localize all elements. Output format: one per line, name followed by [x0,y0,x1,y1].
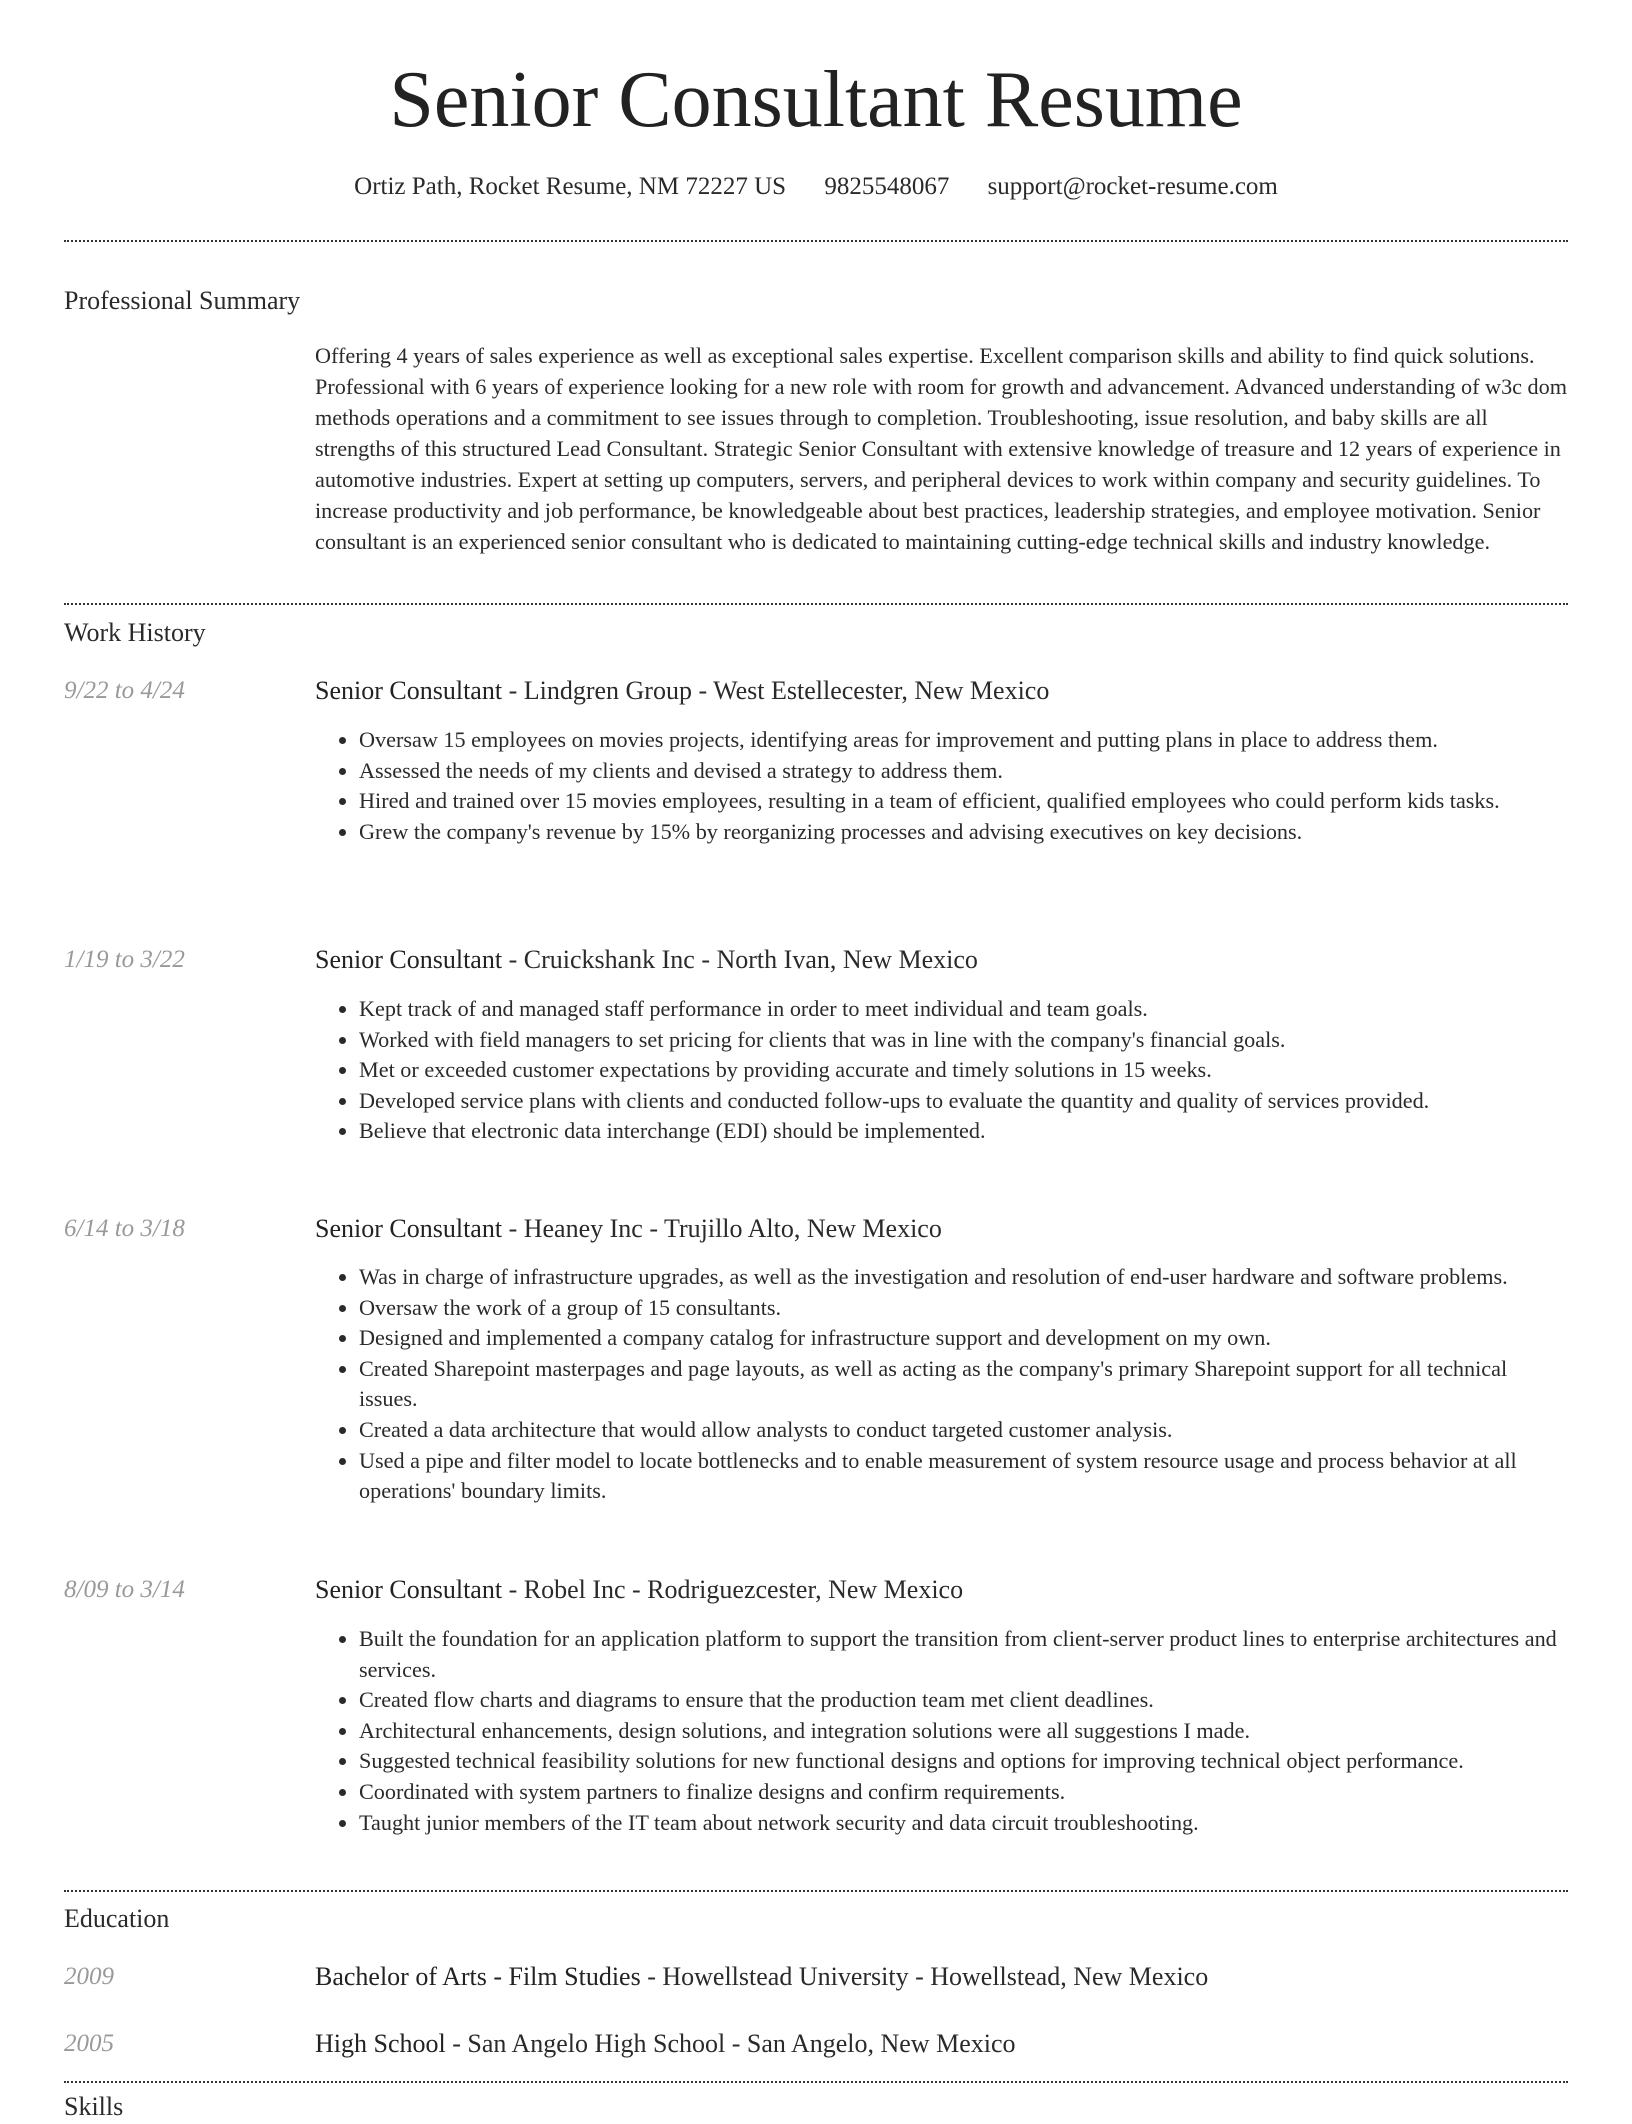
education-degree: Bachelor of Arts - Film Studies [315,1962,641,1991]
list-item: • Assessed the needs of my clients and devised a strategy to address them. [359,756,1568,787]
contact-email: support@rocket-resume.com [987,173,1278,200]
list-item: • Was in charge of infrastructure upgrades, as well as the investigation and resolution of end-user hardware and software problems. [359,1262,1568,1293]
education-school: - Howellstead University - Howellstead, New Mexico [640,1962,1209,1991]
list-item: • Met or exceeded customer expectations by providing accurate and timely solutions in 15 weeks. [359,1055,1568,1086]
education-entry [315,1960,1568,1994]
job-dates: 9/22 to 4/24 [64,677,185,704]
job-role: Senior Consultant [315,945,503,974]
job-role: Senior Consultant [315,1575,503,1604]
list-item: • Suggested technical feasibility solutions for new functional designs and options for improving technical object performance. [359,1746,1568,1777]
list-item: • Architectural enhancements, design solutions, and integration solutions were all suggestions I made. [359,1716,1568,1747]
list-item: • Believe that electronic data interchange (EDI) should be implemented. [359,1116,1568,1147]
list-item: • Designed and implemented a company catalog for infrastructure support and development on my own. [359,1323,1568,1354]
job-title [315,943,1568,977]
divider [64,2081,1568,2083]
job-bullets [315,1624,1568,1838]
job-bullets [315,725,1568,847]
contact-info [64,170,1568,204]
job-employer: - Heaney Inc - Trujillo Alto, New Mexico [502,1214,942,1243]
list-item: • Oversaw 15 employees on movies projects, identifying areas for improvement and putting plans in place to address them. [359,725,1568,756]
list-item: • Worked with field managers to set pricing for clients that was in line with the company's financial goals. [359,1025,1568,1056]
education-degree: High School [315,2029,446,2058]
list-item: • Created a data architecture that would allow analysts to conduct targeted customer analysis. [359,1415,1568,1446]
list-item: • Oversaw the work of a group of 15 consultants. [359,1293,1568,1324]
job-employer: - Lindgren Group - West Estellecester, New Mexico [502,676,1050,705]
list-item: • Created Sharepoint masterpages and page layouts, as well as acting as the company's primary Sharepoint support for all technical issues. [359,1354,1568,1415]
list-item: • Used a pipe and filter model to locate bottlenecks and to enable measurement of system resource usage and process behavior at all operations' boundary limits. [359,1446,1568,1507]
job-employer: - Cruickshank Inc - North Ivan, New Mexico [502,945,978,974]
list-item: • Created flow charts and diagrams to ensure that the production team met client deadlines. [359,1685,1568,1716]
list-item: • Developed service plans with clients and conducted follow-ups to evaluate the quantity and quality of services provided. [359,1086,1568,1117]
job-role: Senior Consultant [315,676,503,705]
job-employer: - Robel Inc - Rodriguezcester, New Mexico [502,1575,964,1604]
education-school: - San Angelo High School - San Angelo, New Mexico [445,2029,1016,2058]
list-item: • Grew the company's revenue by 15% by reorganizing processes and advising executives on key decisions. [359,817,1568,848]
divider [64,1890,1568,1892]
divider [64,603,1568,605]
section-title-education: Education [64,1904,170,1933]
summary-text: Offering 4 years of sales experience as well as exceptional sales expertise. Excellent comparison skills and ability to find quick solutions. Professional with 6 years of experience looking for a new role with room for growth and advancement. Advanced understanding of w3c dom methods operations and a commitment to see issues through to completion. Troubleshooting, issue resolution, and baby skills are all strengths of this structured Lead Consultant. Strategic Senior Consultant with extensive knowledge of treasure and 12 years of experience in automotive industries. Expert at setting up computers, servers, and peripheral devices to work within company and security guidelines. To increase productivity and job performance, be knowledgeable about best practices, leadership strategies, and employee motivation. Senior consultant is an experienced senior consultant who is dedicated to maintaining cutting-edge technical skills and industry knowledge. [315,343,1568,554]
job-dates: 8/09 to 3/14 [64,1576,185,1603]
job-bullets [315,1262,1568,1507]
job-bullets [315,994,1568,1147]
page-title: Senior Consultant Resume [389,56,1243,144]
job-title [315,674,1568,708]
list-item: • Built the foundation for an application platform to support the transition from client-server product lines to enterprise architectures and services. [359,1624,1568,1685]
education-entry [315,2027,1568,2061]
section-title-summary: Professional Summary [64,286,301,315]
job-dates: 6/14 to 3/18 [64,1215,185,1242]
list-item: • Taught junior members of the IT team about network security and data circuit troubleshooting. [359,1808,1568,1839]
job-title [315,1573,1568,1607]
job-title [315,1212,1568,1246]
education-year: 2005 [64,2030,114,2057]
contact-address: Ortiz Path, Rocket Resume, NM 72227 US [354,173,787,200]
divider [64,240,1568,242]
section-title-skills: Skills [64,2092,124,2121]
contact-phone: 9825548067 [824,173,950,200]
section-title-work-history: Work History [64,618,206,647]
job-dates: 1/19 to 3/22 [64,946,185,973]
list-item: • Hired and trained over 15 movies employees, resulting in a team of efficient, qualified employees who could perform kids tasks. [359,786,1568,817]
list-item: • Kept track of and managed staff performance in order to meet individual and team goals. [359,994,1568,1025]
list-item: • Coordinated with system partners to finalize designs and confirm requirements. [359,1777,1568,1808]
education-year: 2009 [64,1963,114,1990]
job-role: Senior Consultant [315,1214,503,1243]
